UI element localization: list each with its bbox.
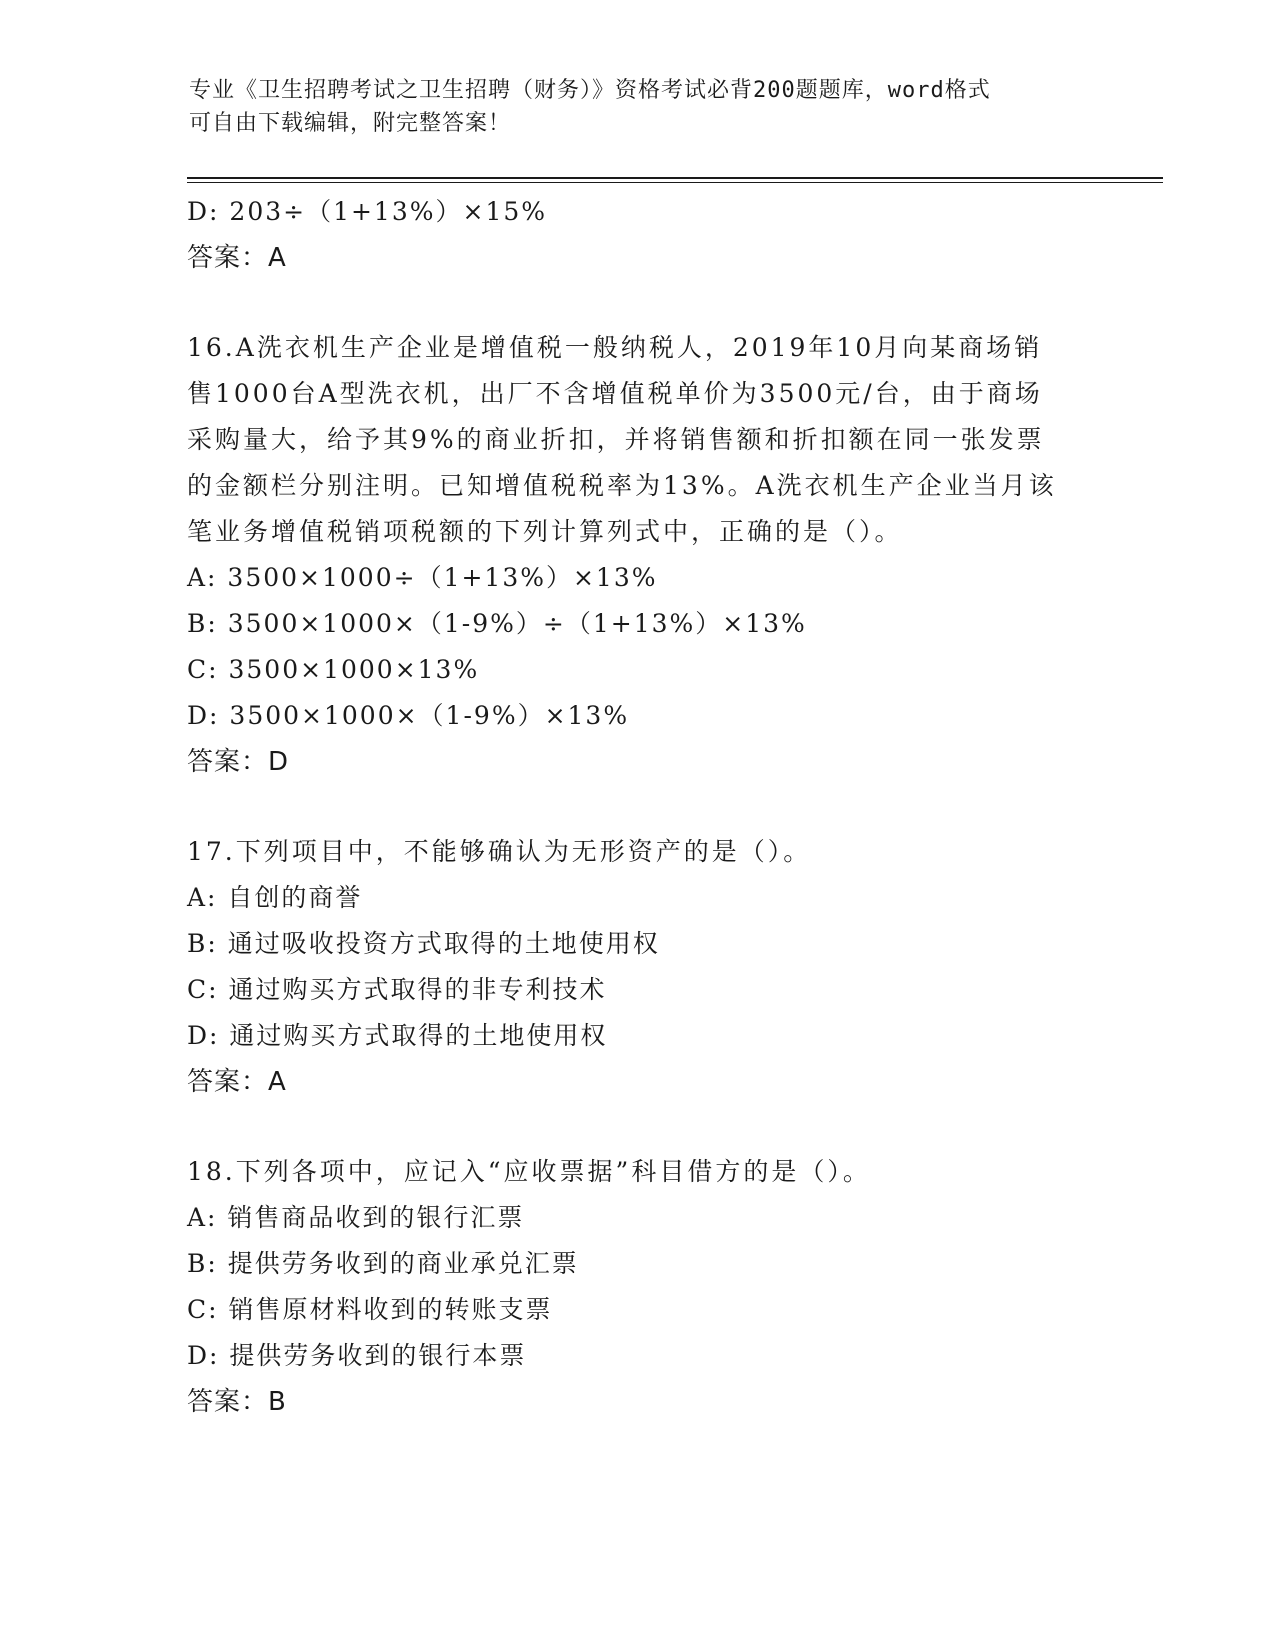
option-d: D: 提供劳务收到的银行本票: [187, 1341, 527, 1370]
option-a: A: 销售商品收到的银行汇票: [187, 1203, 525, 1232]
option-b: B: 通过吸收投资方式取得的土地使用权: [187, 929, 660, 958]
question-18: [187, 1149, 1087, 1425]
question-stem: 17.下列项目中，不能够确认为无形资产的是（）。: [187, 837, 812, 866]
page-header: [189, 74, 1089, 140]
option-c: C: 3500×1000×13%: [187, 655, 480, 684]
answer: 答案：B: [187, 1387, 287, 1417]
option-c: C: 销售原材料收到的转账支票: [187, 1295, 553, 1324]
option-c: C: 通过购买方式取得的非专利技术: [187, 975, 607, 1004]
question-stem-line: 16.A洗衣机生产企业是增值税一般纳税人，2019年10月向某商场销: [187, 333, 1043, 362]
question-list: [187, 189, 1087, 1425]
question-17: [187, 829, 1087, 1105]
header-divider: [187, 177, 1163, 183]
header-line-2: 可自由下载编辑，附完整答案！: [189, 111, 512, 136]
option-d: D: 3500×1000×（1-9%）×13%: [187, 701, 630, 730]
question-stem-line: 售1000台A型洗衣机，出厂不含增值税单价为3500元/台，由于商场: [187, 379, 1043, 408]
option-b: B: 3500×1000×（1-9%）÷（1+13%）×13%: [187, 609, 807, 638]
prev-option-d: D: 203÷（1+13%）×15%: [187, 197, 548, 226]
prev-answer: 答案：A: [187, 243, 287, 273]
question-gap: [187, 785, 1087, 829]
answer: 答案：A: [187, 1067, 287, 1097]
option-b: B: 提供劳务收到的商业承兑汇票: [187, 1249, 579, 1278]
question-stem-line: 采购量大，给予其9%的商业折扣，并将销售额和折扣额在同一张发票: [187, 425, 1045, 454]
option-a: A: 自创的商誉: [187, 883, 363, 912]
answer: 答案：D: [187, 747, 290, 777]
question-gap: [187, 281, 1087, 325]
question-16: [187, 325, 1087, 785]
question-stem: 18.下列各项中，应记入“应收票据”科目借方的是（）。: [187, 1157, 871, 1186]
header-line-1: 专业《卫生招聘考试之卫生招聘（财务）》资格考试必背200题题库，word格式: [189, 78, 991, 103]
option-a: A: 3500×1000÷（1+13%）×13%: [187, 563, 658, 592]
question-stem-line: 的金额栏分别注明。已知增值税税率为13%。A洗衣机生产企业当月该: [187, 471, 1057, 500]
question-stem-line: 笔业务增值税销项税额的下列计算列式中，正确的是（）。: [187, 517, 903, 546]
question-gap: [187, 1105, 1087, 1149]
option-d: D: 通过购买方式取得的土地使用权: [187, 1021, 608, 1050]
